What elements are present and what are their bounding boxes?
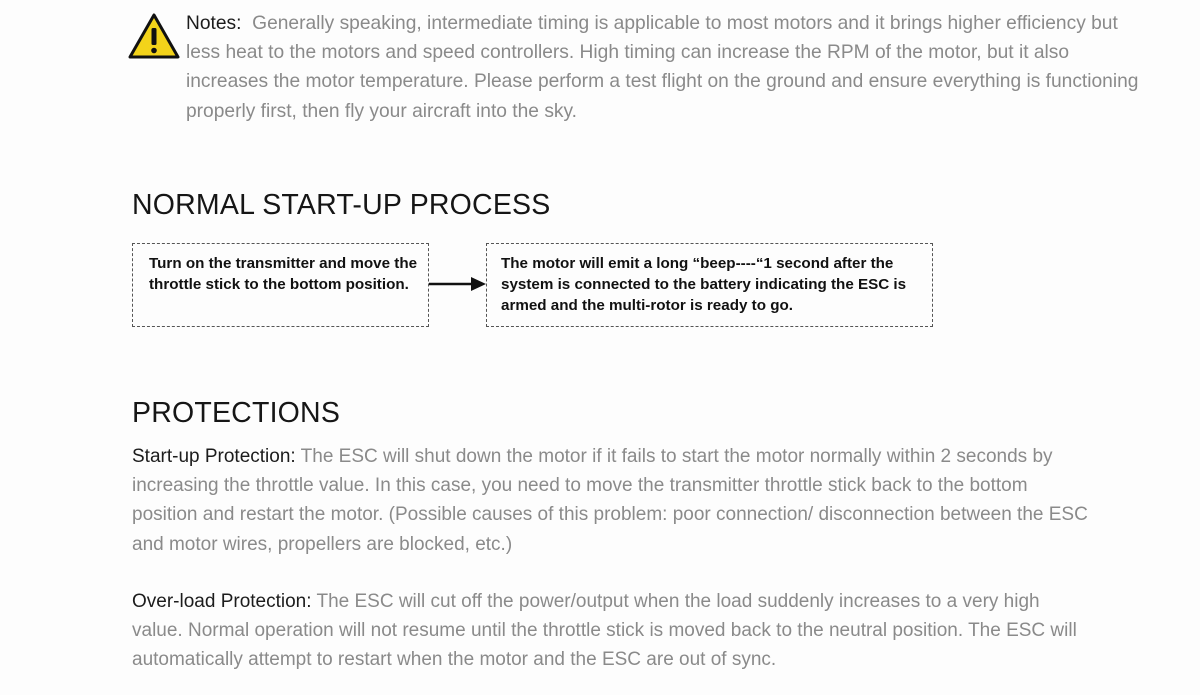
startup-heading: NORMAL START-UP PROCESS [132,189,551,221]
overload-protection-label: Over-load Protection: [132,591,312,612]
startup-step-1: Turn on the transmitter and move the throttle stick to the bottom position. [132,243,429,327]
right-arrow-icon [429,275,487,293]
overload-protection-paragraph [132,587,1092,675]
protections-heading: PROTECTIONS [132,397,341,429]
overload-protection-text: The ESC will cut off the power/output when the load suddenly increases to a very high value. Normal operation will not resume until the throttle stick is moved back to the neutral position. The ESC will automatically attempt to restart when the motor and the ESC are out of sync. [132,591,1077,671]
notes-label: Notes: [186,13,242,34]
warning-triangle-icon [128,12,180,60]
startup-step-2: The motor will emit a long “beep----“1 second after the system is connected to the battery indicating the ESC is armed and the multi-rotor is ready to go. [486,243,933,327]
startup-protection-label: Start-up Protection: [132,446,296,467]
startup-protection-paragraph [132,442,1092,559]
notes-text: Generally speaking, intermediate timing is applicable to most motors and it brings higher efficiency but less heat to the motors and speed controllers. High timing can increase the RPM of the motor, but it also increases the motor temperature. Please perform a test flight on the ground and ensure everything is functioning properly first, then fly your aircraft into the sky. [186,13,1139,122]
startup-protection-text: The ESC will shut down the motor if it fails to start the motor normally within 2 seconds by increasing the throttle value. In this case, you need to move the transmitter throttle stick back to the bottom position and restart the motor. (Possible causes of this problem: poor connection/ disconnection between the ESC and motor wires, propellers are blocked, etc.) [132,446,1088,555]
notes-paragraph [186,9,1146,126]
